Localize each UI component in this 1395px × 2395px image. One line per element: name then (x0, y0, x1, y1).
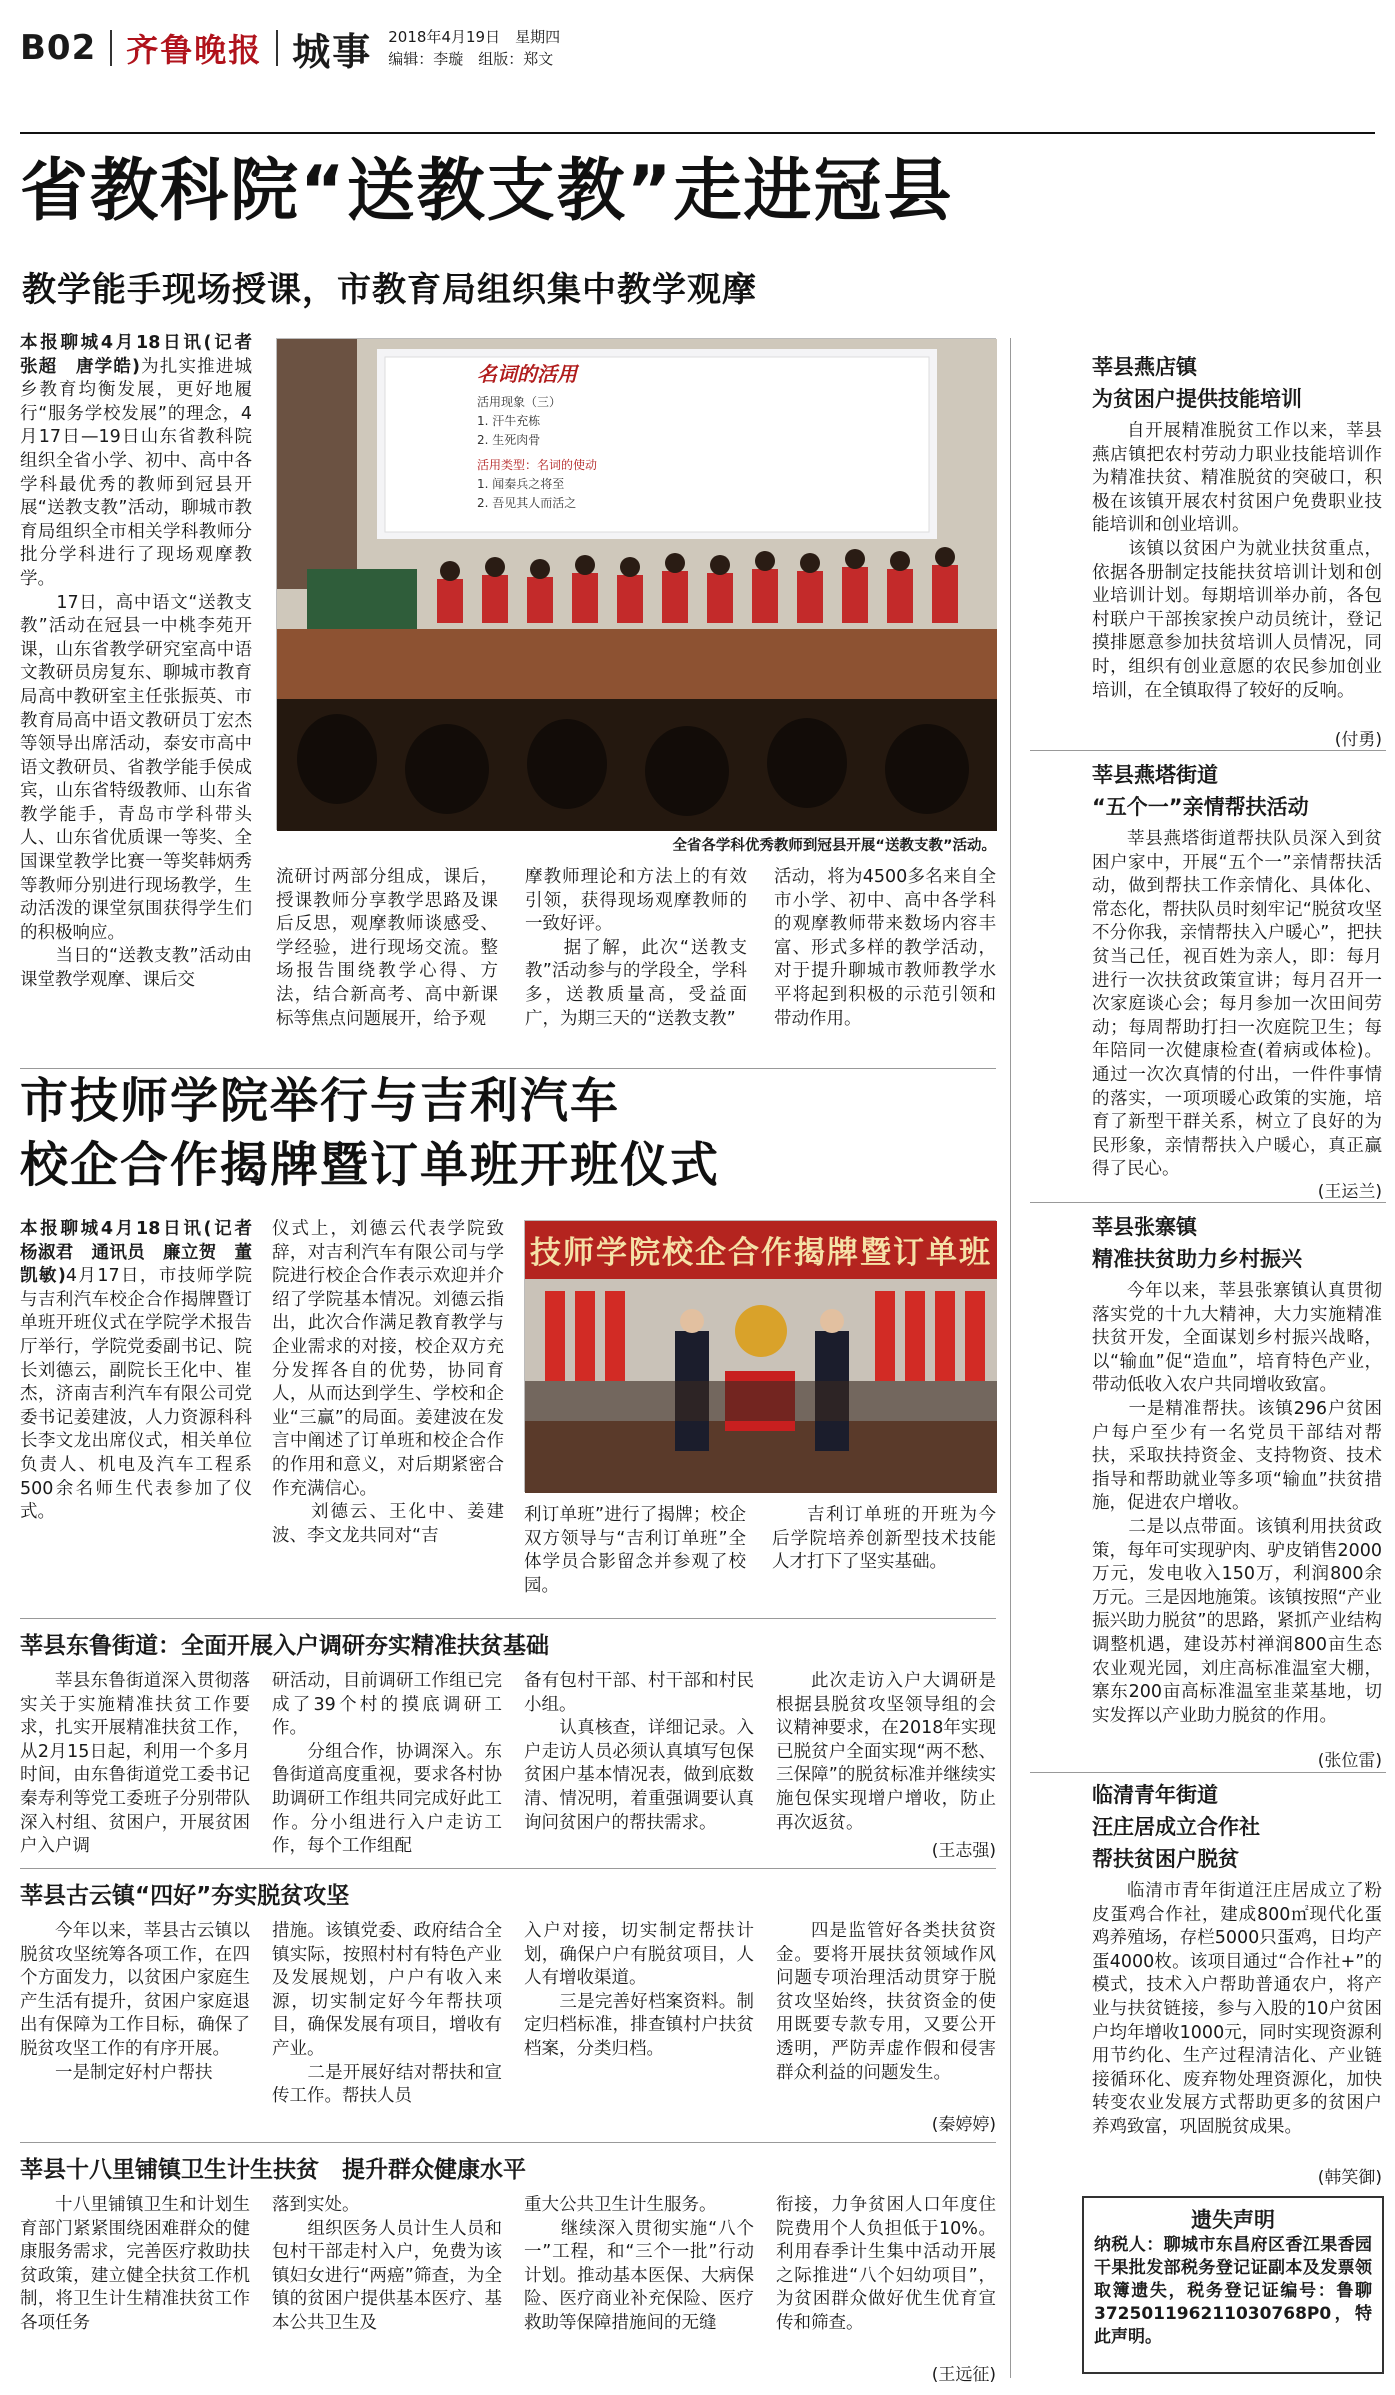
article3-col3: 备有包村干部、村干部和村民小组。 认真核查，详细记录。入户走访人员必须认真填写包保贫困户基本情况表，做到底数清、情况明，着重强调要认真询问贫困户的帮扶需求。 (524, 1671, 754, 1833)
article1-subheadline: 教学能手现场授课，市教育局组织集中教学观摩 (22, 270, 757, 310)
notice-title: 遗失声明 (1191, 2208, 1275, 2232)
article2-headline-line2: 校企合作揭牌暨订单班开班仪式 (20, 1137, 721, 1193)
article2-col4: 吉利订单班的开班为今后学院培养创新型技术技能人才打下了坚实基础。 (772, 1505, 996, 1573)
slide-line: 活用类型：名词的使动 (477, 458, 598, 472)
sidebar-divider (1010, 338, 1011, 2378)
article5-author: (王远征) (931, 2365, 996, 2385)
article3-col2: 研活动，目前调研工作组已完成了39个村的摸底调研工作。 分组合作，协调深入。东鲁街道高度重视，要求各村协助调研工作组共同完成好此工作。分小组进行入户走访工作，每个工作组配 (272, 1671, 502, 1857)
sidebar2-headline1: 莘县燕塔街道 (1092, 763, 1218, 787)
slide-title: 名词的活用 (477, 362, 577, 386)
sidebar4-headline2: 汪庄居成立合作社 (1092, 1815, 1260, 1839)
article1-col1 (20, 332, 270, 1067)
issue-date: 2018年4月19日 星期四 (388, 28, 561, 46)
article-divider (20, 1868, 996, 1869)
article2-col1 (20, 1218, 270, 1608)
sidebar2-headline2: “五个一”亲情帮扶活动 (1092, 795, 1309, 819)
divider (110, 30, 112, 66)
sidebar2-author: (王运兰) (1317, 1182, 1382, 1202)
article5-col2: 落到实处。 组织医务人员计生人员和包村干部走村入户，免费为该镇妇女进行“两癌”筛查，为全镇的贫困户提供基本医疗、基本公共卫生及 (272, 2195, 502, 2333)
article1-col3: 摩教师理论和方法上的有效引领，获得现场观摩教师的一致好评。 据了解，此次“送教支教”活动参与的学段全，学科多，送教质量高，受益面广，为期三天的“送教支教” (525, 867, 747, 1029)
article1-photo (276, 338, 996, 830)
page-number: B02 (20, 28, 97, 68)
section-title: 城事 (292, 29, 373, 74)
article4-headline: 莘县古云镇“四好”夯实脱贫攻坚 (20, 1883, 350, 1909)
lost-notice (1082, 2196, 1384, 2374)
slide-line: 2. 生死肉骨 (477, 433, 541, 447)
article3-author: (王志强) (931, 1841, 996, 1861)
sidebar-rule (1030, 1772, 1386, 1773)
article1-col4: 活动，将为4500多名来自全市小学、初中、高中各学科的观摩教师带来数场内容丰富、形式多样的教学活动，对于提升聊城市教师教学水平将起到积极的示范引领和带动作用。 (774, 867, 996, 1029)
byline: 本报聊城4月18日讯(记者 张超 唐学皓) (20, 333, 270, 377)
slide-line: 1. 闻秦兵之将至 (477, 477, 565, 491)
sidebar1-author: (付勇) (1334, 730, 1382, 750)
masthead-meta (388, 26, 560, 70)
article4-col1: 今年以来，莘县古云镇以脱贫攻坚统筹各项工作，在四个方面发力，以贫困户家庭生产生活有提升，贫困户家庭退出有保障为工作目标，确保了脱贫攻坚工作的有序开展。 一是制定好村户帮扶 (20, 1921, 250, 2083)
article2-text: 4月17日，市技师学院与吉利汽车校企合作揭牌暨订单班开班仪式在学院学术报告厅举行，学院党委副书记、院长刘德云，副院长王化中、崔杰，济南吉利汽车有限公司党委书记姜建波，人力资源科科长李文龙出席仪式，相关单位负责人、机电及汽车工程系500余名师生代表参加了仪式。 (20, 1266, 253, 1523)
slide-line: 1. 汗牛充栋 (477, 414, 541, 428)
notice-body: 纳税人：聊城市东昌府区香江果香园干果批发部税务登记证副本及发票领取簿遗失，税务登记证编号：鲁聊372501196211030768P0，特此声明。 (1094, 2235, 1372, 2347)
article4-col2: 措施。该镇党委、政府结合全镇实际，按照村村有特色产业及发展规划，户户有收入来源，切实制定好今年帮扶项目，确保发展有项目，增收有产业。 二是开展好结对帮扶和宣传工作。帮扶人员 (272, 1921, 502, 2107)
article5-col3: 重大公共卫生计生服务。 继续深入贯彻实施“八个一”工程，和“三个一批”行动计划。推动基本医保、大病保险、医疗商业补充保险、医疗救助等保障措施间的无缝 (524, 2195, 754, 2333)
article5-col1: 十八里铺镇卫生和计划生育部门紧紧围绕困难群众的健康服务需求，完善医疗救助扶贫政策，建立健全扶贫工作机制，将卫生计生精准扶贫工作各项任务 (20, 2195, 250, 2333)
sidebar4-headline1: 临清青年街道 (1092, 1783, 1218, 1807)
photo-caption: 全省各学科优秀教师到冠县开展“送教支教”活动。 (672, 838, 996, 854)
article4-col4: 四是监管好各类扶贫资金。要将开展扶贫领域作风问题专项治理活动贯穿于脱贫攻坚始终，扶贫资金的使用既要专款专用，又要公开透明，严防弄虚作假和侵害群众利益的问题发生。 (776, 1921, 996, 2083)
byline: 本报聊城4月18日讯(记者 杨淑君 通讯员 廉立贺 董凯敏) (20, 1219, 270, 1287)
sidebar4-author: (韩笑御) (1317, 2168, 1382, 2188)
article-divider (20, 1068, 996, 1069)
masthead (20, 18, 1375, 78)
sidebar-rule (1030, 1202, 1386, 1203)
newspaper-logo: 齐鲁晚报 (126, 31, 263, 69)
article2-photo (524, 1220, 996, 1492)
article1-text: 为扎实推进城乡教育均衡发展，更好地履行“服务学校发展”的理念，4月17日—19日山东省教科院组织全省小学、初中、高中各学科最优秀的教师到冠县开展“送教支教”活动，聊城市教育局组织全市相关学科教师分批分学科进行了现场观摩教学。 17日，高中语文“送教支教”活动在冠县一中桃李苑开课，山东省教学研究室高中语文教研员房复东、聊城市教育局高中教研室主任张振英、市教育局高中语文教研员丁宏杰等领导出席活动，泰安市高中语文教研员、省教学能手侯成宾，山东省特级教师、山东省教学能手，青岛市学科带头人、山东省优质课一等奖、全国课堂教学比赛一等奖韩炳秀等教师分别进行现场教学，生动活泼的课堂氛围获得学生们的积极响应。 当日的“送教支教”活动由课堂教学观摩、课后交 (20, 356, 252, 991)
sidebar1-headline1: 莘县燕店镇 (1092, 355, 1197, 379)
sidebar-rule (1030, 750, 1386, 751)
editor-credits: 编辑：李璇 组版：郑文 (388, 50, 554, 68)
sidebar1-body: 自开展精准脱贫工作以来，莘县燕店镇把农村劳动力职业技能培训作为精准扶贫、精准脱贫的突破口，积极在该镇开展农村贫困户免费职业技能培训和创业培训。 该镇以贫困户为就业扶贫重点，依据各册制定技能扶贫培训计划和创业培训计划。每期培训举办前，各包村联户干部挨家挨户动员统计，登记摸排愿意参加扶贫培训人员情况，同时，组织有创业意愿的农民参加创业培训，在全镇取得了较好的反响。 (1092, 421, 1382, 701)
sidebar4-headline3: 帮扶贫困户脱贫 (1092, 1847, 1239, 1871)
article5-headline: 莘县十八里铺镇卫生计生扶贫 提升群众健康水平 (20, 2157, 526, 2183)
article3-col1: 莘县东鲁街道深入贯彻落实关于实施精准扶贫工作要求，扎实开展精准扶贫工作，从2月15日起，利用一个多月时间，由东鲁街道党工委书记秦寿利等党工委班子分别带队深入村组、贫困户，开展贫困户入户调 (20, 1671, 250, 1857)
sidebar3-headline2: 精准扶贫助力乡村振兴 (1092, 1247, 1302, 1271)
article3-col4: 此次走访入户大调研是根据县脱贫攻坚领导组的会议精神要求，在2018年实现已脱贫户全面实现“两不愁、三保障”的脱贫标准并继续实施包保实现增户增收，防止再次返贫。 (776, 1671, 996, 1833)
article1-headline: 省教科院“送教支教”走进冠县 (20, 152, 954, 231)
slide-content (477, 361, 917, 513)
article-divider (20, 2142, 996, 2143)
slide-line: 2. 吾见其人而活之 (477, 496, 577, 510)
article2-col2: 仪式上，刘德云代表学院致辞，对吉利汽车有限公司与学院进行校企合作表示欢迎并介绍了学院基本情况。刘德云指出，此次合作满足教育教学与企业需求的对接，校企双方充分发挥各自的优势，协同育人，从而达到学生、学校和企业“三赢”的局面。姜建波在发言中阐述了订单班和校企合作的作用和意义，对后期紧密合作充满信心。 刘德云、王化中、姜建波、李文龙共同对“吉 (272, 1219, 504, 1546)
article-divider (20, 1618, 996, 1619)
article4-author: (秦婷婷) (931, 2115, 996, 2135)
sidebar3-headline1: 莘县张寨镇 (1092, 1215, 1197, 1239)
article4-col3: 入户对接，切实制定帮扶计划，确保户户有脱贫项目，人人有增收渠道。 三是完善好档案资料。制定归档标准，排查镇村户扶贫档案，分类归档。 (524, 1921, 754, 2059)
sidebar3-body: 今年以来，莘县张寨镇认真贯彻落实党的十九大精神，大力实施精准扶贫开发，全面谋划乡村振兴战略，以“输血”促“造血”，培育特色产业，带动低收入农户共同增收致富。 一是精准帮扶。该镇296户贫困户每户至少有一名党员干部结对帮扶，采取扶持资金、支持物资、技术指导和帮助就业等多项“输血”扶贫措施，促进农户增收。 二是以点带面。该镇利用扶贫政策，每年可实现驴肉、驴皮销售2000万元，发电收入150万，利润800余万元。三是因地施策。该镇按照“产业振兴助力脱贫”的思路，紧抓产业结构调整机遇，建设苏村禅润800亩生态农业观光园，刘庄高标准温室大棚，寨东200亩高标准温室韭菜基地，切实发挥以产业助力脱贫的作用。 (1092, 1281, 1382, 1726)
sidebar3-author: (张位雷) (1317, 1751, 1382, 1771)
banner-text: 技师学院校企合作揭牌暨订单班 (530, 1235, 992, 1271)
sidebar4-body: 临清市青年街道汪庄居成立了粉皮蛋鸡合作社，建成800㎡现代化蛋鸡养殖场，存栏5000只蛋鸡，日均产蛋4000枚。该项目通过“合作社+”的模式，技术入户帮助普通农户，将产业与扶贫链接，参与入股的10户贫困户均年增收1000元，同时实现资源利用节约化、生产过程清洁化、产业链接循环化、废弃物处理资源化，加快转变农业发展方式帮助更多的贫困户养鸡致富，巩固脱贫成果。 (1092, 1881, 1382, 2137)
slide-line: 活用现象（三） (477, 395, 562, 409)
article3-headline: 莘县东鲁街道：全面开展入户调研夯实精准扶贫基础 (20, 1633, 549, 1659)
sidebar2-body: 莘县燕塔街道帮扶队员深入到贫困户家中，开展“五个一”亲情帮扶活动，做到帮扶工作亲情化、具体化、常态化，帮扶队员时刻牢记“脱贫攻坚不分你我，亲情帮扶入户暖心”，把扶贫当己任，视百姓为亲人，即：每月进行一次扶贫政策宣讲；每月召开一次家庭谈心会；每月参加一次田间劳动；每周帮助打扫一次庭院卫生；每年陪同一次健康检查(着病或体检)。通过一次次真情的付出，一件件事情的落实，一项项暖心政策的实施，培育了新型干群关系，树立了良好的为民形象，亲情帮扶入户暖心，真正赢得了民心。 (1092, 829, 1382, 1180)
article1-col2: 流研讨两部分组成，课后，授课教师分享教学思路及课后反思，观摩教师谈感受、学经验，进行现场交流。整场报告围绕教学心得、方法，结合新高考、高中新课标等焦点问题展开，给予观 (276, 867, 498, 1029)
divider (276, 30, 278, 66)
article5-col4: 衔接，力争贫困人口年度住院费用个人负担低于10%。利用春季计生集中活动开展之际推进“八个妇幼项目”，为贫困群众做好优生优育宣传和筛查。 (776, 2195, 996, 2333)
masthead-rule (20, 132, 1375, 134)
article2-headline-line1: 市技师学院举行与吉利汽车 (20, 1073, 621, 1129)
article2-col3: 利订单班”进行了揭牌；校企双方领导与“吉利订单班”全体学员合影留念并参观了校园。 (524, 1505, 746, 1596)
sidebar1-headline2: 为贫困户提供技能培训 (1092, 387, 1302, 411)
